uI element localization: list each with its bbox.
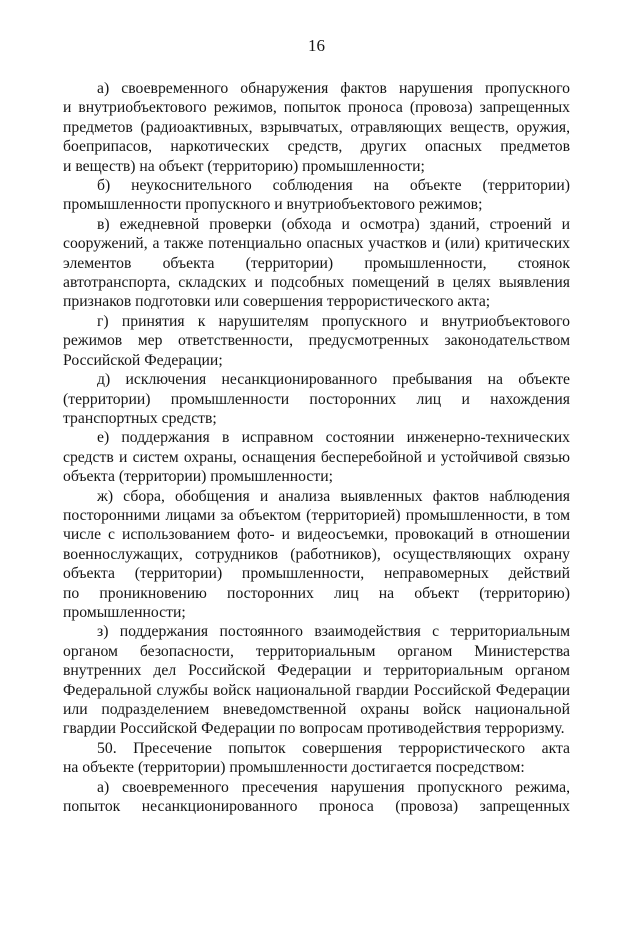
text-line: е) поддержания в исправном состоянии инженерно-технических bbox=[97, 429, 570, 447]
text-line: элементов объекта (территории) промышленности, стоянок bbox=[63, 254, 570, 272]
text-line: Российской Федерации; bbox=[63, 351, 223, 369]
text-line: боеприпасов, наркотических средств, других опасных предметов bbox=[63, 138, 570, 156]
paragraph bbox=[63, 312, 570, 370]
document-body bbox=[63, 79, 570, 816]
paragraph bbox=[63, 428, 570, 486]
paragraph bbox=[63, 778, 570, 817]
text-line: г) принятия к нарушителям пропускного и внутриобъектового bbox=[97, 312, 570, 330]
text-line: по проникновению посторонних лиц на объект (территорию) bbox=[63, 584, 570, 602]
text-line: автотранспорта, складских и подсобных помещений в целях выявления bbox=[63, 274, 570, 292]
text-line: средств и систем охраны, оснащения бесперебойной и устойчивой связью bbox=[63, 448, 570, 466]
text-line: или подразделением вневедомственной охраны войск национальной bbox=[63, 701, 570, 718]
text-line: б) неукоснительного соблюдения на объекте (территории) bbox=[97, 177, 570, 195]
paragraph bbox=[63, 176, 570, 215]
text-line: числе с использованием фото- и видеосъемки, провокаций в отношении bbox=[63, 526, 570, 544]
text-line: и веществ) на объект (территорию) промышленности; bbox=[63, 157, 425, 175]
text-line: и внутриобъектового режимов, попыток проноса (провоза) запрещенных bbox=[63, 99, 570, 117]
text-line: (территории) промышленности посторонних лиц и нахождения bbox=[63, 390, 570, 408]
text-line: а) своевременного пресечения нарушения пропускного режима, bbox=[97, 778, 570, 796]
text-line: Федеральной службы войск национальной гвардии Российской Федерации bbox=[63, 681, 570, 699]
text-line: режимов мер ответственности, предусмотренных законодательством bbox=[63, 332, 570, 350]
text-line: на объекте (территории) промышленности достигается посредством: bbox=[63, 759, 525, 777]
text-line: объекта (территории) промышленности, неправомерных действий bbox=[63, 565, 570, 583]
text-line: посторонними лицами за объектом (территорией) промышленности, в том bbox=[63, 506, 570, 524]
text-line: транспортных средств; bbox=[63, 409, 217, 427]
text-line: гвардии Российской Федерации по вопросам противодействия терроризму. bbox=[63, 720, 565, 738]
text-line: д) исключения несанкционированного пребывания на объекте bbox=[97, 371, 570, 389]
text-line: а) своевременного обнаружения фактов нарушения пропускного bbox=[97, 80, 570, 97]
text-line: внутренних дел Российской Федерации и территориальным органом bbox=[63, 662, 570, 680]
paragraph bbox=[63, 739, 570, 778]
text-line: промышленности пропускного и внутриобъектового режимов; bbox=[63, 196, 483, 214]
paragraph bbox=[63, 370, 570, 428]
text-line: объекта (территории) промышленности; bbox=[63, 468, 333, 486]
document-page bbox=[0, 36, 640, 941]
text-line: сооружений, а также потенциально опасных участков и (или) критических bbox=[63, 235, 570, 253]
text-line: признаков подготовки или совершения террористического акта; bbox=[63, 293, 491, 311]
text-line: промышленности; bbox=[63, 603, 186, 621]
paragraph bbox=[63, 215, 570, 312]
text-line: з) поддержания постоянного взаимодействия с территориальным bbox=[97, 623, 570, 641]
paragraph bbox=[63, 487, 570, 623]
text-line: органом безопасности, территориальным органом Министерства bbox=[63, 642, 570, 660]
text-line: предметов (радиоактивных, взрывчатых, отравляющих веществ, оружия, bbox=[63, 118, 570, 136]
text-line: попыток несанкционированного проноса (провоза) запрещенных bbox=[63, 798, 570, 816]
paragraph bbox=[63, 79, 570, 176]
page-number: 16 bbox=[308, 36, 325, 55]
text-line: военнослужащих, сотрудников (работников), осуществляющих охрану bbox=[63, 545, 570, 563]
text-line: ж) сбора, обобщения и анализа выявленных фактов наблюдения bbox=[97, 487, 570, 505]
text-line: в) ежедневной проверки (обхода и осмотра) зданий, строений и bbox=[97, 215, 570, 233]
paragraph bbox=[63, 622, 570, 738]
text-line: 50. Пресечение попыток совершения террористического акта bbox=[97, 739, 570, 757]
